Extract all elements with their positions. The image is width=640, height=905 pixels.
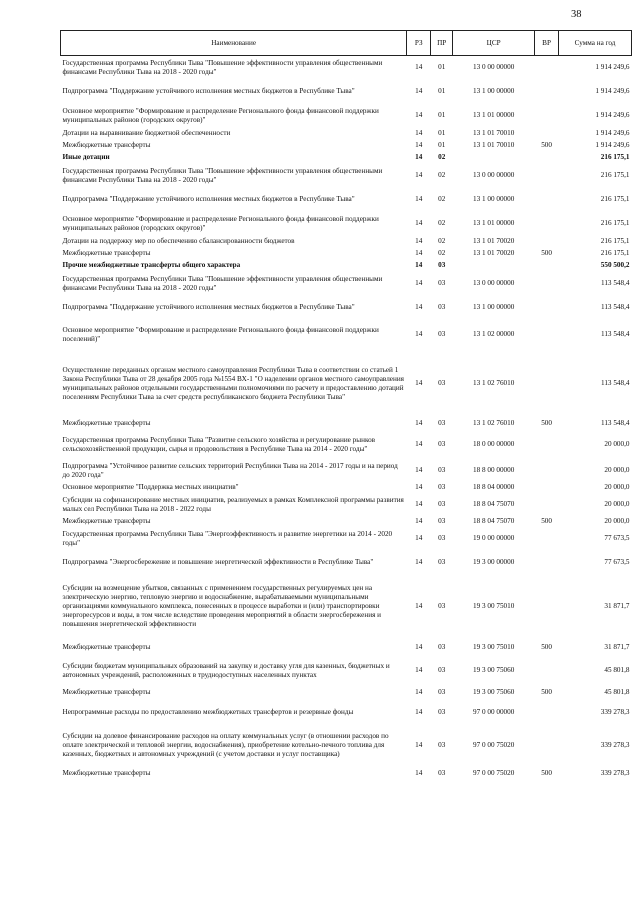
row-vr: 500 bbox=[541, 643, 552, 651]
row-vr bbox=[535, 164, 559, 188]
row-sum: 31 871,7 bbox=[604, 602, 630, 610]
row-name: Межбюджетные трансферты bbox=[62, 249, 151, 257]
row-pr: 03 bbox=[438, 419, 446, 427]
row-rz: 14 bbox=[415, 483, 423, 491]
row-rz: 14 bbox=[415, 153, 423, 161]
row-vr bbox=[535, 320, 559, 350]
row-vr bbox=[535, 152, 559, 164]
table-row bbox=[61, 128, 632, 140]
row-sum: 45 801,8 bbox=[604, 688, 630, 696]
row-sum: 77 673,5 bbox=[604, 534, 630, 542]
row-name: Межбюджетные трансферты bbox=[62, 517, 151, 525]
row-sum: 216 175,1 bbox=[600, 195, 630, 203]
row-csr: 19 3 00 75010 bbox=[472, 602, 515, 610]
row-pr: 03 bbox=[438, 688, 446, 696]
row-sum: 1 914 249,6 bbox=[595, 111, 630, 119]
row-name: Государственная программа Республики Тыва "Повышение эффективности управления общественными финансами Республики Тыва на 2018 - 2020 годы" bbox=[62, 274, 383, 292]
row-pr: 03 bbox=[438, 466, 446, 474]
table-row bbox=[61, 164, 632, 188]
row-vr bbox=[535, 550, 559, 576]
header-pr: ПР bbox=[431, 31, 453, 56]
row-rz: 14 bbox=[415, 303, 423, 311]
table-row bbox=[61, 80, 632, 104]
row-vr bbox=[535, 494, 559, 516]
row-name: Подпрограмма "Энергосбережение и повышение энергетической эффективности в Республике Тыва" bbox=[62, 558, 374, 566]
row-csr: 13 1 02 76010 bbox=[472, 379, 515, 387]
table-row bbox=[61, 550, 632, 576]
table-row bbox=[61, 430, 632, 460]
row-rz: 14 bbox=[415, 741, 423, 749]
row-pr: 03 bbox=[438, 379, 446, 387]
table-row bbox=[61, 516, 632, 528]
row-rz: 14 bbox=[415, 249, 423, 257]
row-name: Субсидии на долевое финансирование расходов на оплату коммунальных услуг (в отношении расходов по оплате электрической и тепловой энергии, водоснабжения), приобретение котельно-печного топлива для казенных, бюджетных и автономных учреждений (с учетом доставки и услуг поставщика) bbox=[62, 732, 389, 758]
row-name: Государственная программа Республики Тыва "Энергоэффективность и развитие энергетики на 2014 - 2020 годы" bbox=[62, 529, 393, 547]
row-rz: 14 bbox=[415, 279, 423, 287]
row-sum: 339 278,3 bbox=[600, 708, 630, 716]
row-csr: 19 3 00 75010 bbox=[472, 643, 515, 651]
table-row bbox=[61, 724, 632, 768]
row-name: Подпрограмма "Поддержание устойчивого исполнения местных бюджетов в Республике Тыва" bbox=[62, 195, 355, 203]
row-csr: 13 1 01 00000 bbox=[472, 111, 515, 119]
row-name: Субсидии на возмещение убытков, связанных с применением государственных регулируемых цен на электрическую энергию, тепловую энергию и водоснабжение, вырабатываемыми муниципальными организациями коммунального комплекса, понесенных в процессе выработки и (или) транспортировки энергоресурсов и воды, в том числе вследствие проведения мероприятий в области энергосбережения и повышения энергетической эффективности bbox=[62, 584, 382, 628]
row-rz: 14 bbox=[415, 219, 423, 227]
row-vr bbox=[535, 296, 559, 320]
row-vr bbox=[535, 56, 559, 80]
row-pr: 03 bbox=[438, 303, 446, 311]
row-vr: 500 bbox=[541, 688, 552, 696]
row-sum: 216 175,1 bbox=[600, 219, 630, 227]
row-name: Непрограммные расходы по предоставлению межбюджетных трансфертов и резервные фонды bbox=[62, 708, 354, 716]
header-name: Наименование bbox=[61, 31, 407, 56]
row-pr: 02 bbox=[438, 237, 446, 245]
row-vr bbox=[535, 188, 559, 212]
row-pr: 03 bbox=[438, 666, 446, 674]
row-rz: 14 bbox=[415, 643, 423, 651]
row-name: Государственная программа Республики Тыва "Повышение эффективности управления общественными финансами Республики Тыва на 2018 - 2020 годы" bbox=[62, 58, 383, 76]
row-vr bbox=[535, 702, 559, 724]
table-row bbox=[61, 418, 632, 430]
row-vr: 500 bbox=[541, 141, 552, 149]
row-csr: 19 0 00 00000 bbox=[472, 534, 515, 542]
row-rz: 14 bbox=[415, 87, 423, 95]
table-row bbox=[61, 460, 632, 482]
row-rz: 14 bbox=[415, 558, 423, 566]
row-pr: 03 bbox=[438, 483, 446, 491]
table-row bbox=[61, 638, 632, 658]
row-pr: 03 bbox=[438, 261, 446, 269]
row-sum: 216 175,1 bbox=[600, 249, 630, 257]
row-vr bbox=[535, 260, 559, 272]
row-pr: 03 bbox=[438, 534, 446, 542]
row-pr: 03 bbox=[438, 330, 446, 338]
row-pr: 02 bbox=[438, 249, 446, 257]
row-name: Государственная программа Республики Тыва "Развитие сельского хозяйства и регулирование рынков сельскохозяйственной продукции, сырья и продовольствия в Республике Тыва на 2014 - 2020 годы" bbox=[62, 435, 376, 453]
row-pr: 02 bbox=[438, 195, 446, 203]
row-rz: 14 bbox=[415, 63, 423, 72]
row-name: Дотации на выравнивание бюджетной обеспеченности bbox=[62, 129, 231, 137]
row-csr: 13 1 01 70020 bbox=[472, 249, 515, 257]
row-sum: 20 000,0 bbox=[604, 466, 630, 474]
row-rz: 14 bbox=[415, 141, 423, 149]
row-csr: 13 1 00 00000 bbox=[472, 303, 515, 311]
row-csr: 13 1 02 76010 bbox=[472, 419, 515, 427]
table-row bbox=[61, 272, 632, 296]
row-rz: 14 bbox=[415, 171, 423, 179]
row-sum: 77 673,5 bbox=[604, 558, 630, 566]
row-pr: 03 bbox=[438, 517, 446, 525]
row-name: Межбюджетные трансферты bbox=[62, 769, 151, 777]
row-vr bbox=[535, 576, 559, 638]
row-name: Подпрограмма "Устойчивое развитие сельских территорий Республики Тыва на 2014 - 2017 годы и на период до 2020 года" bbox=[62, 461, 398, 479]
row-vr bbox=[535, 658, 559, 684]
row-sum: 339 278,3 bbox=[600, 741, 630, 749]
row-csr: 13 1 01 70010 bbox=[472, 129, 515, 137]
row-vr bbox=[535, 482, 559, 494]
row-sum: 113 548,4 bbox=[601, 303, 630, 311]
row-csr: 97 0 00 75020 bbox=[472, 769, 515, 777]
row-csr: 97 0 00 00000 bbox=[472, 708, 515, 716]
table-row bbox=[61, 260, 632, 272]
row-sum: 216 175,1 bbox=[600, 171, 630, 179]
row-name: Иные дотации bbox=[62, 153, 110, 161]
header-rz: РЗ bbox=[407, 31, 431, 56]
table-row bbox=[61, 494, 632, 516]
row-name: Межбюджетные трансферты bbox=[62, 643, 151, 651]
row-rz: 14 bbox=[415, 666, 423, 674]
row-csr: 13 1 00 00000 bbox=[472, 87, 515, 95]
table-body bbox=[61, 56, 632, 780]
table-row bbox=[61, 296, 632, 320]
row-csr: 18 8 04 75070 bbox=[472, 517, 515, 525]
table-row bbox=[61, 236, 632, 248]
row-sum: 1 914 249,6 bbox=[595, 63, 630, 72]
row-csr: 13 0 00 00000 bbox=[472, 171, 515, 179]
row-vr: 500 bbox=[541, 517, 552, 525]
row-csr: 13 0 00 00000 bbox=[472, 279, 515, 287]
row-name: Прочие межбюджетные трансферты общего характера bbox=[62, 261, 241, 269]
row-csr: 18 8 04 00000 bbox=[472, 483, 515, 491]
row-name: Подпрограмма "Поддержание устойчивого исполнения местных бюджетов в Республике Тыва" bbox=[62, 87, 355, 95]
row-name: Основное мероприятие "Формирование и распределение Регионального фонда финансовой поддержки муниципальных районов (городских округов)" bbox=[62, 214, 379, 232]
row-name: Межбюджетные трансферты bbox=[62, 419, 151, 427]
row-vr bbox=[535, 80, 559, 104]
row-pr: 03 bbox=[438, 643, 446, 651]
row-vr bbox=[535, 104, 559, 128]
header-vr: ВР bbox=[535, 31, 559, 56]
table-row bbox=[61, 768, 632, 780]
table-row bbox=[61, 212, 632, 236]
table-row bbox=[61, 702, 632, 724]
row-sum: 216 175,1 bbox=[600, 237, 630, 245]
row-vr bbox=[535, 724, 559, 768]
table-row bbox=[61, 576, 632, 638]
table-row bbox=[61, 350, 632, 418]
row-rz: 14 bbox=[415, 330, 423, 338]
row-csr: 97 0 00 75020 bbox=[472, 741, 515, 749]
row-vr: 500 bbox=[541, 769, 552, 777]
row-csr: 19 3 00 75060 bbox=[472, 688, 515, 696]
row-vr bbox=[535, 528, 559, 550]
row-csr: 18 0 00 00000 bbox=[472, 440, 515, 448]
row-sum: 1 914 249,6 bbox=[595, 129, 630, 137]
header-sum: Сумма на год bbox=[559, 31, 632, 56]
row-pr: 01 bbox=[438, 129, 446, 137]
row-name: Субсидии на софинансирование местных инициатив, реализуемых в рамках Комплексной программы развития малых сел Республики Тыва на 2018 - 2022 годы bbox=[62, 495, 404, 513]
row-pr: 01 bbox=[438, 63, 446, 72]
budget-table bbox=[60, 30, 632, 780]
row-pr: 03 bbox=[438, 602, 446, 610]
row-csr bbox=[453, 260, 535, 272]
row-sum: 1 914 249,6 bbox=[595, 141, 630, 149]
row-name: Осуществление переданных органам местного самоуправления Республики Тыва в соответствии со статьей 1 Закона Республики Тыва от 28 декабря 2005 года №1554 ВХ-1 "О наделении органов местного самоуправления муниципальных районов отдельными государственными полномочиями по расчету и предоставлению дотаций поселениям Республики Тыва за счет средств республиканского бюджета Республики Тыва" bbox=[62, 365, 404, 401]
row-sum: 339 278,3 bbox=[600, 769, 630, 777]
row-name: Межбюджетные трансферты bbox=[62, 141, 151, 149]
row-sum: 216 175,1 bbox=[600, 153, 630, 161]
row-vr bbox=[535, 236, 559, 248]
header-csr: ЦСР bbox=[453, 31, 535, 56]
table-row bbox=[61, 188, 632, 212]
row-rz: 14 bbox=[415, 111, 423, 119]
row-rz: 14 bbox=[415, 237, 423, 245]
row-name: Основное мероприятие "Формирование и распределение Регионального фонда финансовой поддержки муниципальных районов (городских округов)" bbox=[62, 106, 379, 124]
table-row bbox=[61, 658, 632, 684]
row-csr: 13 1 02 00000 bbox=[472, 330, 515, 338]
row-rz: 14 bbox=[415, 517, 423, 525]
row-vr: 500 bbox=[541, 249, 552, 257]
row-pr: 03 bbox=[438, 500, 446, 508]
row-pr: 03 bbox=[438, 708, 446, 716]
row-rz: 14 bbox=[415, 708, 423, 716]
row-rz: 14 bbox=[415, 379, 423, 387]
row-pr: 01 bbox=[438, 87, 446, 95]
row-rz: 14 bbox=[415, 129, 423, 137]
row-vr bbox=[535, 430, 559, 460]
page-number: 38 bbox=[571, 9, 582, 20]
table-row bbox=[61, 56, 632, 80]
row-csr: 13 1 01 70020 bbox=[472, 237, 515, 245]
row-csr: 13 1 01 00000 bbox=[472, 219, 515, 227]
row-sum: 113 548,4 bbox=[601, 419, 630, 427]
row-name: Межбюджетные трансферты bbox=[62, 688, 151, 696]
row-pr: 02 bbox=[438, 153, 446, 161]
row-pr: 03 bbox=[438, 279, 446, 287]
table-row bbox=[61, 152, 632, 164]
row-csr: 13 0 00 00000 bbox=[472, 63, 515, 72]
row-name: Субсидии бюджетам муниципальных образований на закупку и доставку угля для казенных, бюджетных и автономных учреждений, расположенных в труднодоступных населенных пунктах bbox=[62, 661, 390, 679]
table-row bbox=[61, 320, 632, 350]
row-name: Подпрограмма "Поддержание устойчивого исполнения местных бюджетов в Республике Тыва" bbox=[62, 303, 355, 311]
table-row bbox=[61, 482, 632, 494]
row-sum: 20 000,0 bbox=[604, 500, 630, 508]
row-sum: 31 871,7 bbox=[604, 643, 630, 651]
row-csr: 13 1 01 70010 bbox=[472, 141, 515, 149]
row-pr: 01 bbox=[438, 141, 446, 149]
row-sum: 113 548,4 bbox=[601, 379, 630, 387]
row-sum: 45 801,8 bbox=[604, 666, 630, 674]
table-row bbox=[61, 104, 632, 128]
row-pr: 01 bbox=[438, 111, 446, 119]
row-rz: 14 bbox=[415, 500, 423, 508]
row-csr: 19 3 00 00000 bbox=[472, 558, 515, 566]
row-sum: 1 914 249,6 bbox=[595, 87, 630, 95]
row-sum: 20 000,0 bbox=[604, 440, 630, 448]
row-csr: 13 1 00 00000 bbox=[472, 195, 515, 203]
row-vr: 500 bbox=[541, 419, 552, 427]
row-pr: 02 bbox=[438, 219, 446, 227]
row-rz: 14 bbox=[415, 602, 423, 610]
row-csr: 18 8 04 75070 bbox=[472, 500, 515, 508]
row-vr bbox=[535, 272, 559, 296]
row-sum: 113 548,4 bbox=[601, 330, 630, 338]
row-rz: 14 bbox=[415, 419, 423, 427]
row-rz: 14 bbox=[415, 534, 423, 542]
table-header-row bbox=[61, 31, 632, 56]
row-vr bbox=[535, 212, 559, 236]
row-pr: 03 bbox=[438, 440, 446, 448]
row-vr bbox=[535, 350, 559, 418]
row-rz: 14 bbox=[415, 688, 423, 696]
row-rz: 14 bbox=[415, 769, 423, 777]
row-csr bbox=[453, 152, 535, 164]
row-sum: 20 000,0 bbox=[604, 517, 630, 525]
row-name: Основное мероприятие "Поддержка местных инициатив" bbox=[62, 483, 239, 491]
row-pr: 03 bbox=[438, 741, 446, 749]
table-row bbox=[61, 684, 632, 702]
row-csr: 18 8 00 00000 bbox=[472, 466, 515, 474]
row-name: Основное мероприятие "Формирование и распределение Регионального фонда финансовой поддержки поселений)" bbox=[62, 325, 379, 343]
row-name: Дотации на поддержку мер по обеспечению сбалансированности бюджетов bbox=[62, 237, 295, 245]
row-vr bbox=[535, 460, 559, 482]
table-row bbox=[61, 528, 632, 550]
row-sum: 20 000,0 bbox=[604, 483, 630, 491]
row-pr: 03 bbox=[438, 769, 446, 777]
row-rz: 14 bbox=[415, 195, 423, 203]
row-csr: 19 3 00 75060 bbox=[472, 666, 515, 674]
row-rz: 14 bbox=[415, 440, 423, 448]
row-pr: 03 bbox=[438, 558, 446, 566]
row-name: Государственная программа Республики Тыва "Повышение эффективности управления общественными финансами Республики Тыва на 2018 - 2020 годы" bbox=[62, 166, 383, 184]
row-sum: 550 500,2 bbox=[600, 261, 630, 269]
row-rz: 14 bbox=[415, 466, 423, 474]
table-row bbox=[61, 248, 632, 260]
row-sum: 113 548,4 bbox=[601, 279, 630, 287]
row-pr: 02 bbox=[438, 171, 446, 179]
row-vr bbox=[535, 128, 559, 140]
table-row bbox=[61, 140, 632, 152]
row-rz: 14 bbox=[415, 261, 423, 269]
